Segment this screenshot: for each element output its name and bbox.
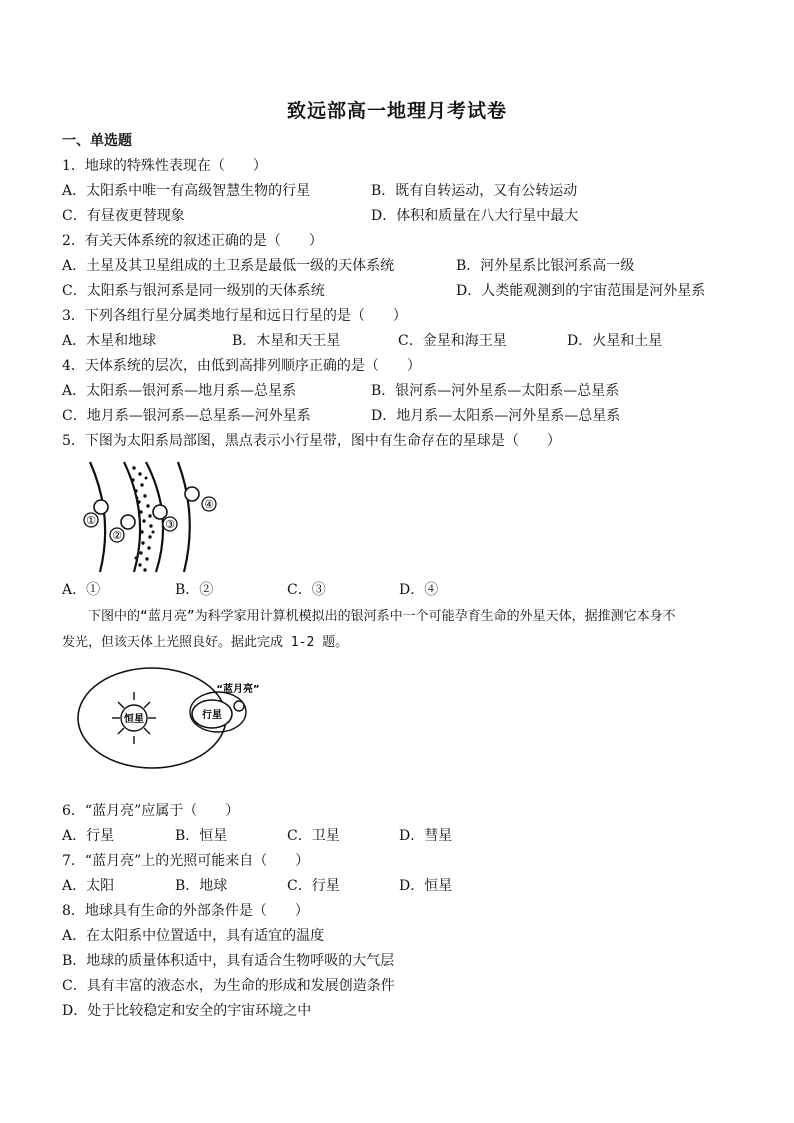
blue-moon-body [234,701,244,711]
question-1-stem: 1．地球的特殊性表现在（ ） [62,158,267,174]
question-3-option-a: A．木星和地球 [62,333,157,349]
question-6-option-c: C．卫星 [287,828,340,844]
question-6-option-b: B．恒星 [175,828,228,844]
question-2-option-b: B．河外星系比银河系高一级 [456,258,635,274]
question-2-stem: 2．有关天体系统的叙述正确的是（ ） [62,233,323,249]
question-4-option-c: C．地月系—银河系—总星系—河外星系 [62,408,311,424]
question-7-option-d: D．恒星 [399,878,453,894]
planet-4 [185,487,199,501]
question-4-option-b: B．银河系—河外星系—太阳系—总星系 [371,383,620,399]
question-7-option-a: A．太阳 [62,878,115,894]
reading-passage [62,604,732,656]
label-4 [202,497,216,511]
question-3-option-d: D．火星和土星 [567,333,663,349]
svg-text:①: ① [86,514,96,527]
question-5-option-d: D．④ [399,582,439,598]
question-8-option-a: A．在太阳系中位置适中，具有适宜的温度 [62,928,325,944]
label-3 [163,517,177,531]
orbit-line-3 [178,462,190,572]
star-label: 恒星 [124,714,144,725]
question-3-option-b: B．木星和天王星 [232,333,341,349]
question-5-option-b: B．② [175,582,214,598]
question-6-option-a: A．行星 [62,828,115,844]
blue-moon-label: “蓝月亮” [216,684,260,695]
question-3-stem: 3．下列各组行星分属类地行星和远日行星的是（ ） [62,308,407,324]
question-4-stem: 4．天体系统的层次，由低到高排列顺序正确的是（ ） [62,358,421,374]
planet-3 [153,505,167,519]
question-1-option-b: B．既有自转运动，又有公转运动 [371,183,578,199]
question-1-option-a: A．太阳系中唯一有高级智慧生物的行星 [62,183,311,199]
question-7-stem: 7．“蓝月亮”上的光照可能来自（ ） [62,853,310,869]
question-2-option-c: C．太阳系与银河系是同一级别的天体系统 [62,283,325,299]
question-1-option-d: D．体积和质量在八大行星中最大 [371,208,579,224]
blue-moon-diagram [72,666,272,786]
question-2-option-d: D．人类能观测到的宇宙范围是河外星系 [456,283,706,299]
question-7-option-b: B．地球 [175,878,228,894]
label-1 [84,513,98,527]
question-5-option-a: A．① [62,582,101,598]
planet-2 [121,515,135,529]
question-7-option-c: C．行星 [287,878,340,894]
question-5-option-c: C．③ [287,582,326,598]
svg-text:③: ③ [165,518,175,531]
section-heading: 一、单选题 [62,133,132,149]
question-1-option-c: C．有昼夜更替现象 [62,208,185,224]
question-3-option-c: C．金星和海王星 [398,333,507,349]
planet-1 [94,500,108,514]
question-6-stem: 6．“蓝月亮”应属于（ ） [62,803,240,819]
question-8-option-d: D．处于比较稳定和安全的宇宙环境之中 [62,1003,312,1019]
question-6-option-d: D．彗星 [399,828,453,844]
svg-text:②: ② [112,529,122,542]
solar-system-diagram [70,458,240,576]
label-2 [110,528,124,542]
passage-line-1: 下图中的“蓝月亮”为科学家用计算机模拟出的银河系中一个可能孕育生命的外星天体，据推测它本身不 [88,609,676,624]
svg-text:④: ④ [204,498,214,511]
planet-label: 行星 [202,710,222,721]
question-8-stem: 8．地球具有生命的外部条件是（ ） [62,903,309,919]
question-4-option-d: D．地月系—太阳系—河外星系—总星系 [371,408,621,424]
question-5-stem: 5．下图为太阳系局部图，黑点表示小行星带，图中有生命存在的星球是（ ） [62,433,561,449]
question-8-option-b: B．地球的质量体积适中，具有适合生物呼吸的大气层 [62,953,395,969]
passage-line-2: 发光，但该天体上光照良好。据此完成 1-2 题。 [62,635,349,650]
question-8-option-c: C．具有丰富的液态水，为生命的形成和发展创造条件 [62,978,395,994]
page-title: 致远部高一地理月考试卷 [286,100,507,122]
question-2-option-a: A．土星及其卫星组成的土卫系是最低一级的天体系统 [62,258,395,274]
question-4-option-a: A．太阳系—银河系—地月系—总星系 [62,383,297,399]
